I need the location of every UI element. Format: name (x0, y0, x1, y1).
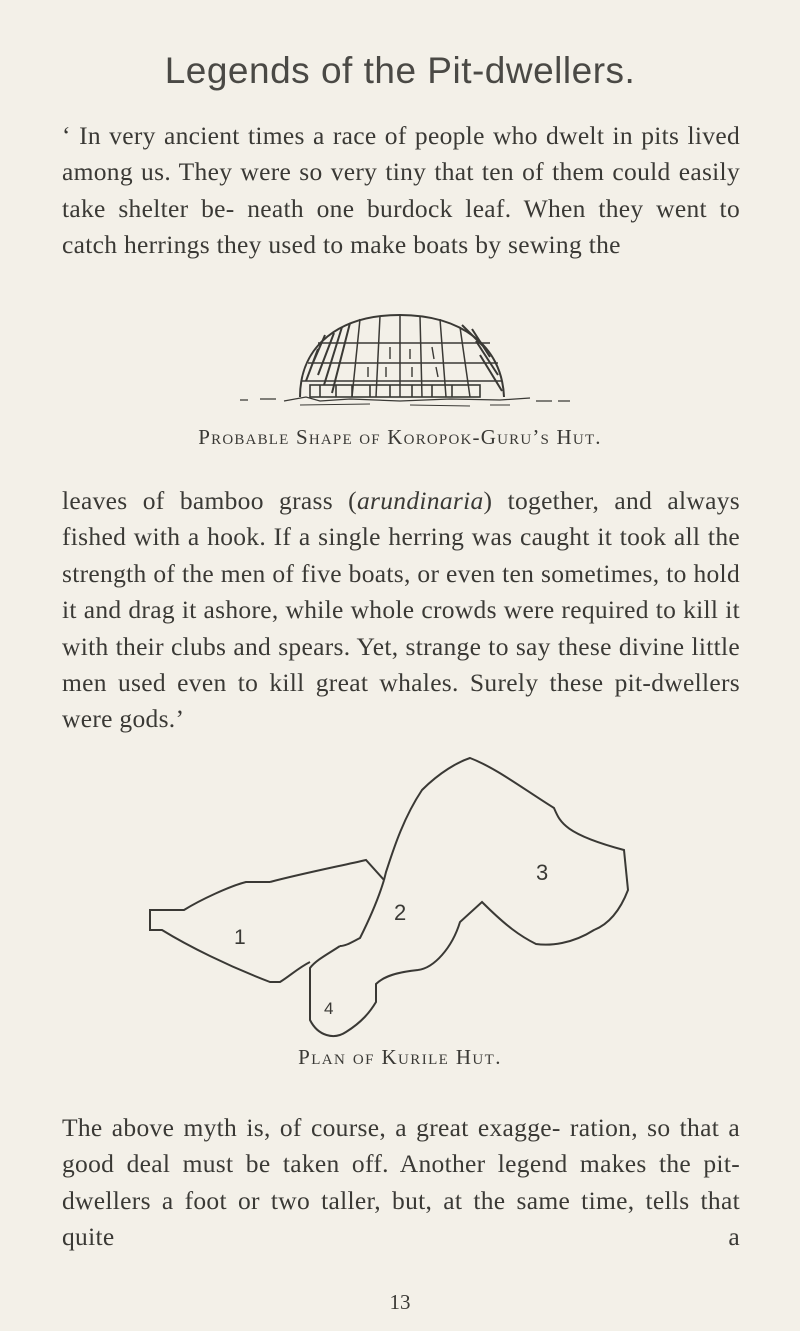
page-number: 13 (389, 1290, 411, 1314)
figure-2-caption: Plan of Kurile Hut. (298, 1045, 502, 1069)
paragraph-2-text-a: leaves of bamboo grass ( (62, 486, 357, 515)
paragraph-3: The above myth is, of course, a great exagge- ration, so that a good deal must be taken off. Another legend makes the pit-dwellers a foot or two taller, but, at the same time, tells that quite a (62, 1113, 740, 1252)
hut-illustration (240, 305, 570, 410)
plan-label-2: 2 (394, 900, 407, 925)
plan-label-3: 3 (536, 860, 549, 885)
paragraph-2 (62, 483, 740, 738)
figure-1-caption: Probable Shape of Koropok-Guru’s Hut. (198, 425, 602, 449)
paragraph-1: ‘ In very ancient times a race of people who dwelt in pits lived among us. They were so very tiny that ten of them could easily take shelter be- neath one burdock leaf. When they went to catch herrings they used to make boats by sewing the (62, 121, 740, 260)
page-title: Legends of the Pit-dwellers. (164, 50, 636, 91)
plan-label-4: 4 (324, 999, 334, 1018)
paragraph-2-italic: arundinaria (356, 486, 484, 515)
kurile-hut-plan (140, 750, 640, 1040)
plan-label-1: 1 (234, 926, 246, 949)
paragraph-2-text-b: ) together, and always fished with a hook. If a single herring was caught it took all the strength of the men of five boats, or even ten sometimes, to hold it and drag it ashore, while whole crowds were required to kill it with their clubs and spears. Yet, strange to say these divine little men used even to kill great whales. Surely these pit-dwellers were gods.’ (62, 486, 740, 734)
